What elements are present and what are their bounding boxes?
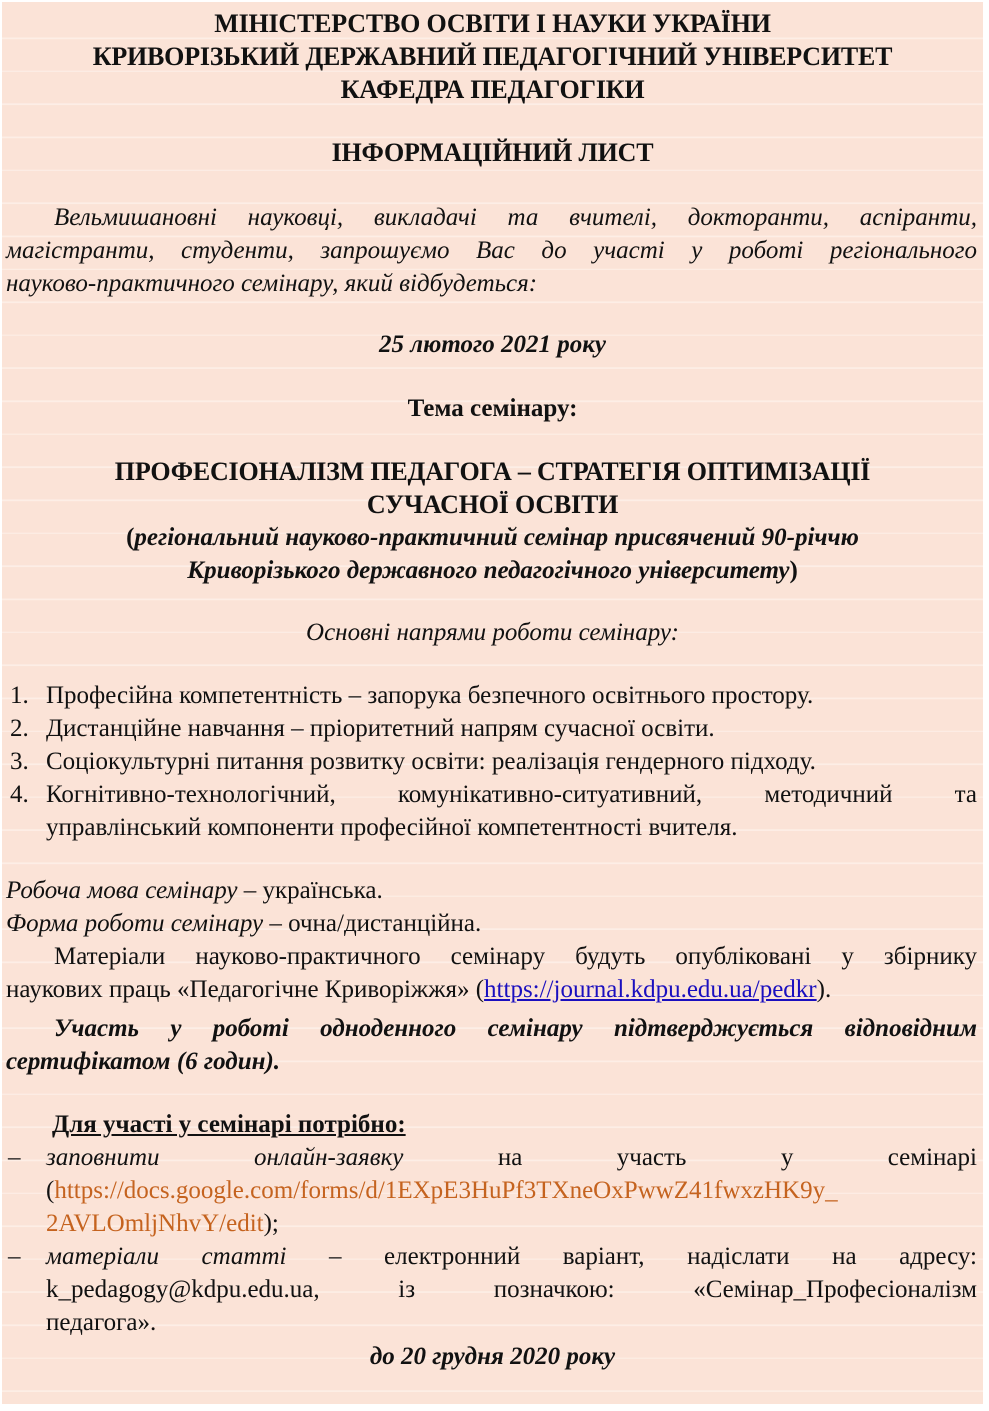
item-number: 2.: [10, 715, 29, 742]
publication-end: ).: [816, 976, 832, 1003]
word: у: [780, 1144, 794, 1171]
item-number: 1.: [10, 682, 29, 709]
ministry-heading: МІНІСТЕРСТВО ОСВІТИ І НАУКИ УКРАЇНИ: [214, 9, 771, 38]
close-paren: );: [263, 1210, 279, 1237]
certificate-line-2: сертифікатом (6 годин).: [6, 1048, 281, 1075]
journal-link[interactable]: https://journal.kdpu.edu.ua/pedkr: [484, 976, 817, 1003]
word: заповнити: [46, 1144, 160, 1171]
subtitle-text-2: Криворізького державного педагогічного університету: [187, 557, 790, 584]
item-text: Професійна компетентність – запорука безпечного освітнього простору.: [46, 682, 814, 709]
word: семінарі: [887, 1144, 977, 1171]
theme-subtitle-line-2: [2, 554, 983, 587]
participation-heading: Для участі у семінарі потрібно:: [52, 1111, 406, 1138]
email-line: k_pedagogy@kdpu.edu.ua, із позначкою: «Семінар_Професіоналізм: [46, 1276, 977, 1303]
article-materials-label: матеріали статті: [46, 1243, 287, 1270]
certificate-line-1: Участь у роботі одноденного семінару підтверджується відповідним: [54, 1015, 977, 1042]
document-title: ІНФОРМАЦІЙНИЙ ЛИСТ: [331, 138, 654, 167]
item-number: 3.: [10, 748, 29, 775]
close-paren: ): [789, 557, 798, 584]
subtitle-text-1: регіональний науково-практичний семінар присвячений 90-річчю: [134, 524, 859, 551]
language-label: Робоча мова семінару: [6, 877, 238, 904]
step-2-text: [46, 1240, 977, 1273]
directions-heading: Основні напрями роботи семінару:: [306, 619, 679, 646]
open-paren: (: [46, 1177, 55, 1204]
invitation-line-3: науково-практичного семінару, який відбудеться:: [6, 270, 538, 297]
word: участь: [616, 1144, 687, 1171]
google-form-link[interactable]: https://docs.google.com/forms/d/1EXpE3HuPf3TXneOxPwwZ41fwxzHK9y_: [54, 1177, 838, 1204]
item-text-line-1: Когнітивно-технологічний, комунікативно-ситуативний, методичний та: [46, 781, 977, 808]
step-1-words: [46, 1141, 977, 1174]
publication-text: наукових праць «Педагогічне Криворіжжя» (: [6, 976, 485, 1003]
language-line: [6, 874, 983, 907]
form-link-line-2: [46, 1207, 977, 1240]
item-number: 4.: [10, 781, 29, 808]
language-value: – українська.: [237, 877, 383, 904]
invitation-line-2: магістранти, студенти, запрошуємо Вас до участі у роботі регіонального: [6, 237, 977, 264]
invitation-line-1: Вельмишановні науковці, викладачі та вчителі, докторанти, аспіранти,: [54, 204, 977, 231]
form-label: Форма роботи семінару: [6, 910, 264, 937]
publication-line-1: Матеріали науково-практичного семінару будуть опубліковані у збірнику: [54, 943, 977, 970]
dash-bullet: –: [8, 1144, 21, 1171]
deadline: до 20 грудня 2020 року: [369, 1343, 616, 1370]
form-line: [6, 907, 983, 940]
department-heading: КАФЕДРА ПЕДАГОГІКИ: [340, 75, 645, 104]
item-text: Дистанційне навчання – пріоритетний напрям сучасної освіти.: [46, 715, 715, 742]
theme-label: Тема семінару:: [407, 395, 578, 422]
theme-title-line-2: СУЧАСНОЇ ОСВІТИ: [366, 490, 619, 519]
step-2-end: педагога».: [46, 1309, 157, 1336]
information-letter-page: [2, 2, 983, 1404]
step-2-rest: – електронний варіант, надіслати на адресу:: [286, 1243, 977, 1270]
form-link-line-1: [46, 1174, 977, 1207]
theme-subtitle-line-1: [2, 521, 983, 554]
publication-line-2: [6, 973, 983, 1006]
word: на: [497, 1144, 523, 1171]
university-heading: КРИВОРІЗЬКИЙ ДЕРЖАВНИЙ ПЕДАГОГІЧНИЙ УНІВЕРСИТЕТ: [92, 42, 893, 71]
item-text: Соціокультурні питання розвитку освіти: реалізація гендерного підходу.: [46, 748, 816, 775]
google-form-link-cont[interactable]: 2AVLOmljNhvY/edit: [46, 1210, 264, 1237]
event-date: 25 лютого 2021 року: [379, 331, 606, 358]
form-value: – очна/дистанційна.: [263, 910, 482, 937]
item-text-line-2: управлінський компоненти професійної компетентності вчителя.: [46, 814, 738, 841]
theme-title-line-1: ПРОФЕСІОНАЛІЗМ ПЕДАГОГА – СТРАТЕГІЯ ОПТИМІЗАЦІЇ: [114, 457, 871, 486]
dash-bullet: –: [8, 1243, 21, 1270]
word: онлайн-заявку: [254, 1144, 404, 1171]
open-paren: (: [126, 524, 135, 551]
